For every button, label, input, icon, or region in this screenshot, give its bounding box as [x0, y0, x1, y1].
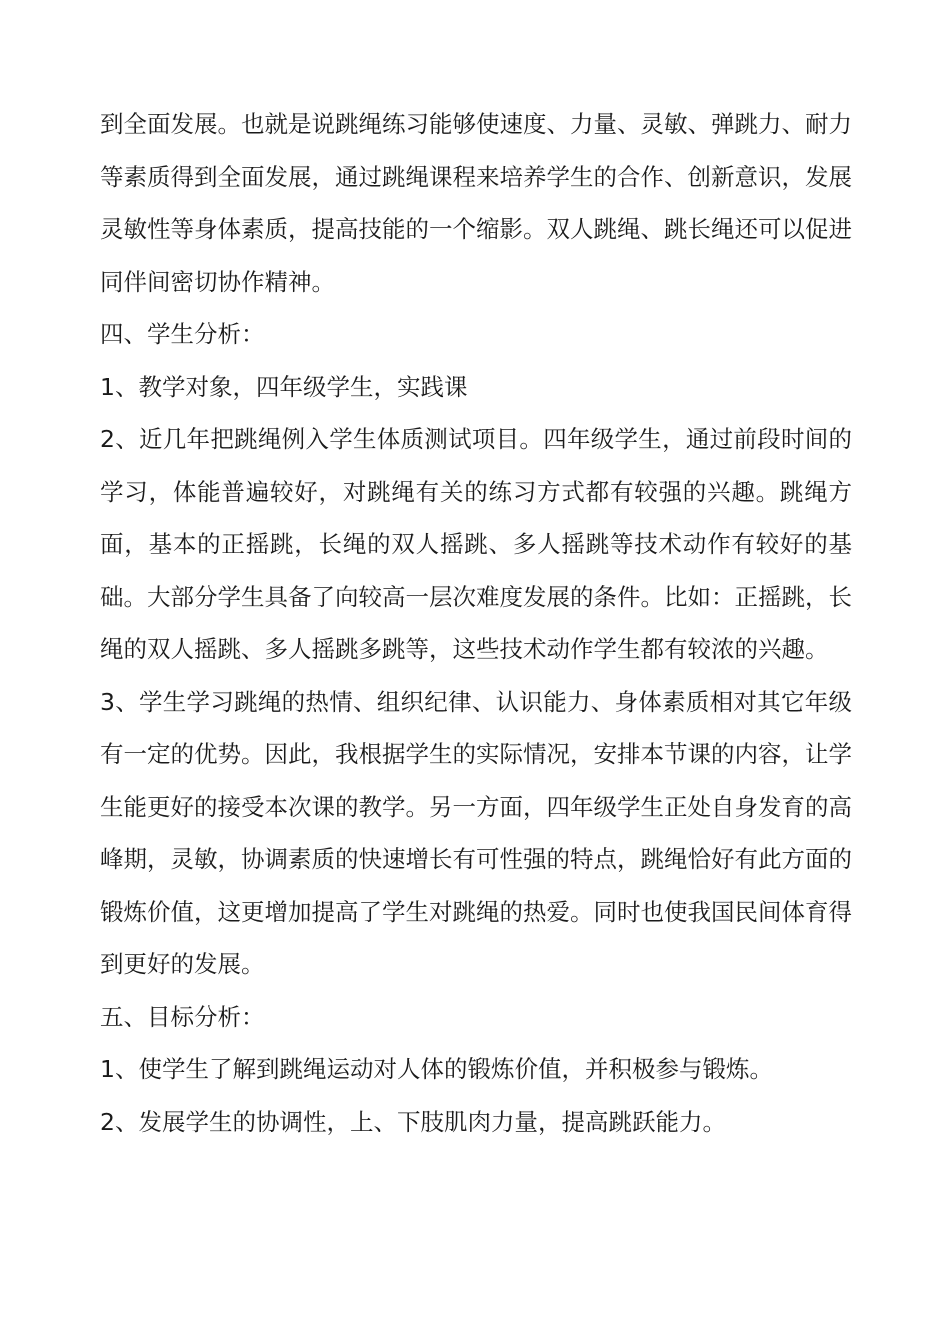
- section-heading-goal-analysis: 五、目标分析：: [100, 1002, 265, 1031]
- list-item: 2、近几年把跳绳例入学生体质测试项目。四年级学生，通过前段时间的学习，体能普遍较好，对跳绳有关的练习方式都有较强的兴趣。跳绳方面，基本的正摇跳，长绳的双人摇跳、多人摇跳等技术动作有较好的基础。大部分学生具备了向较高一层次难度发展的条件。比如：正摇跳，长绳的双人摇跳、多人摇跳多跳等，这些技术动作学生都有较浓的兴趣。: [100, 425, 852, 663]
- section-heading-student-analysis: 四、学生分析：: [100, 320, 265, 348]
- document-page: [100, 98, 852, 1148]
- list-item: 1、教学对象，四年级学生，实践课: [100, 372, 468, 401]
- list-item: 2、发展学生的协调性，上、下肢肌肉力量，提高跳跃能力。: [100, 1107, 726, 1136]
- list-item: 3、学生学习跳绳的热情、组织纪律、认识能力、身体素质相对其它年级有一定的优势。因此，我根据学生的实际情况，安排本节课的内容，让学生能更好的接受本次课的教学。另一方面，四年级学生正处自身发育的高峰期，灵敏，协调素质的快速增长有可性强的特点，跳绳恰好有此方面的锻炼价值，这更增加提高了学生对跳绳的热爱。同时也使我国民间体育得到更好的发展。: [100, 687, 852, 978]
- list-item: 1、使学生了解到跳绳运动对人体的锻炼价值，并积极参与锻炼。: [100, 1055, 773, 1083]
- paragraph-continuation: 到全面发展。也就是说跳绳练习能够使速度、力量、灵敏、弹跳力、耐力等素质得到全面发展，通过跳绳课程来培养学生的合作、创新意识，发展灵敏性等身体素质，提高技能的一个缩影。双人跳绳、跳长绳还可以促进同伴间密切协作精神。: [100, 110, 852, 296]
